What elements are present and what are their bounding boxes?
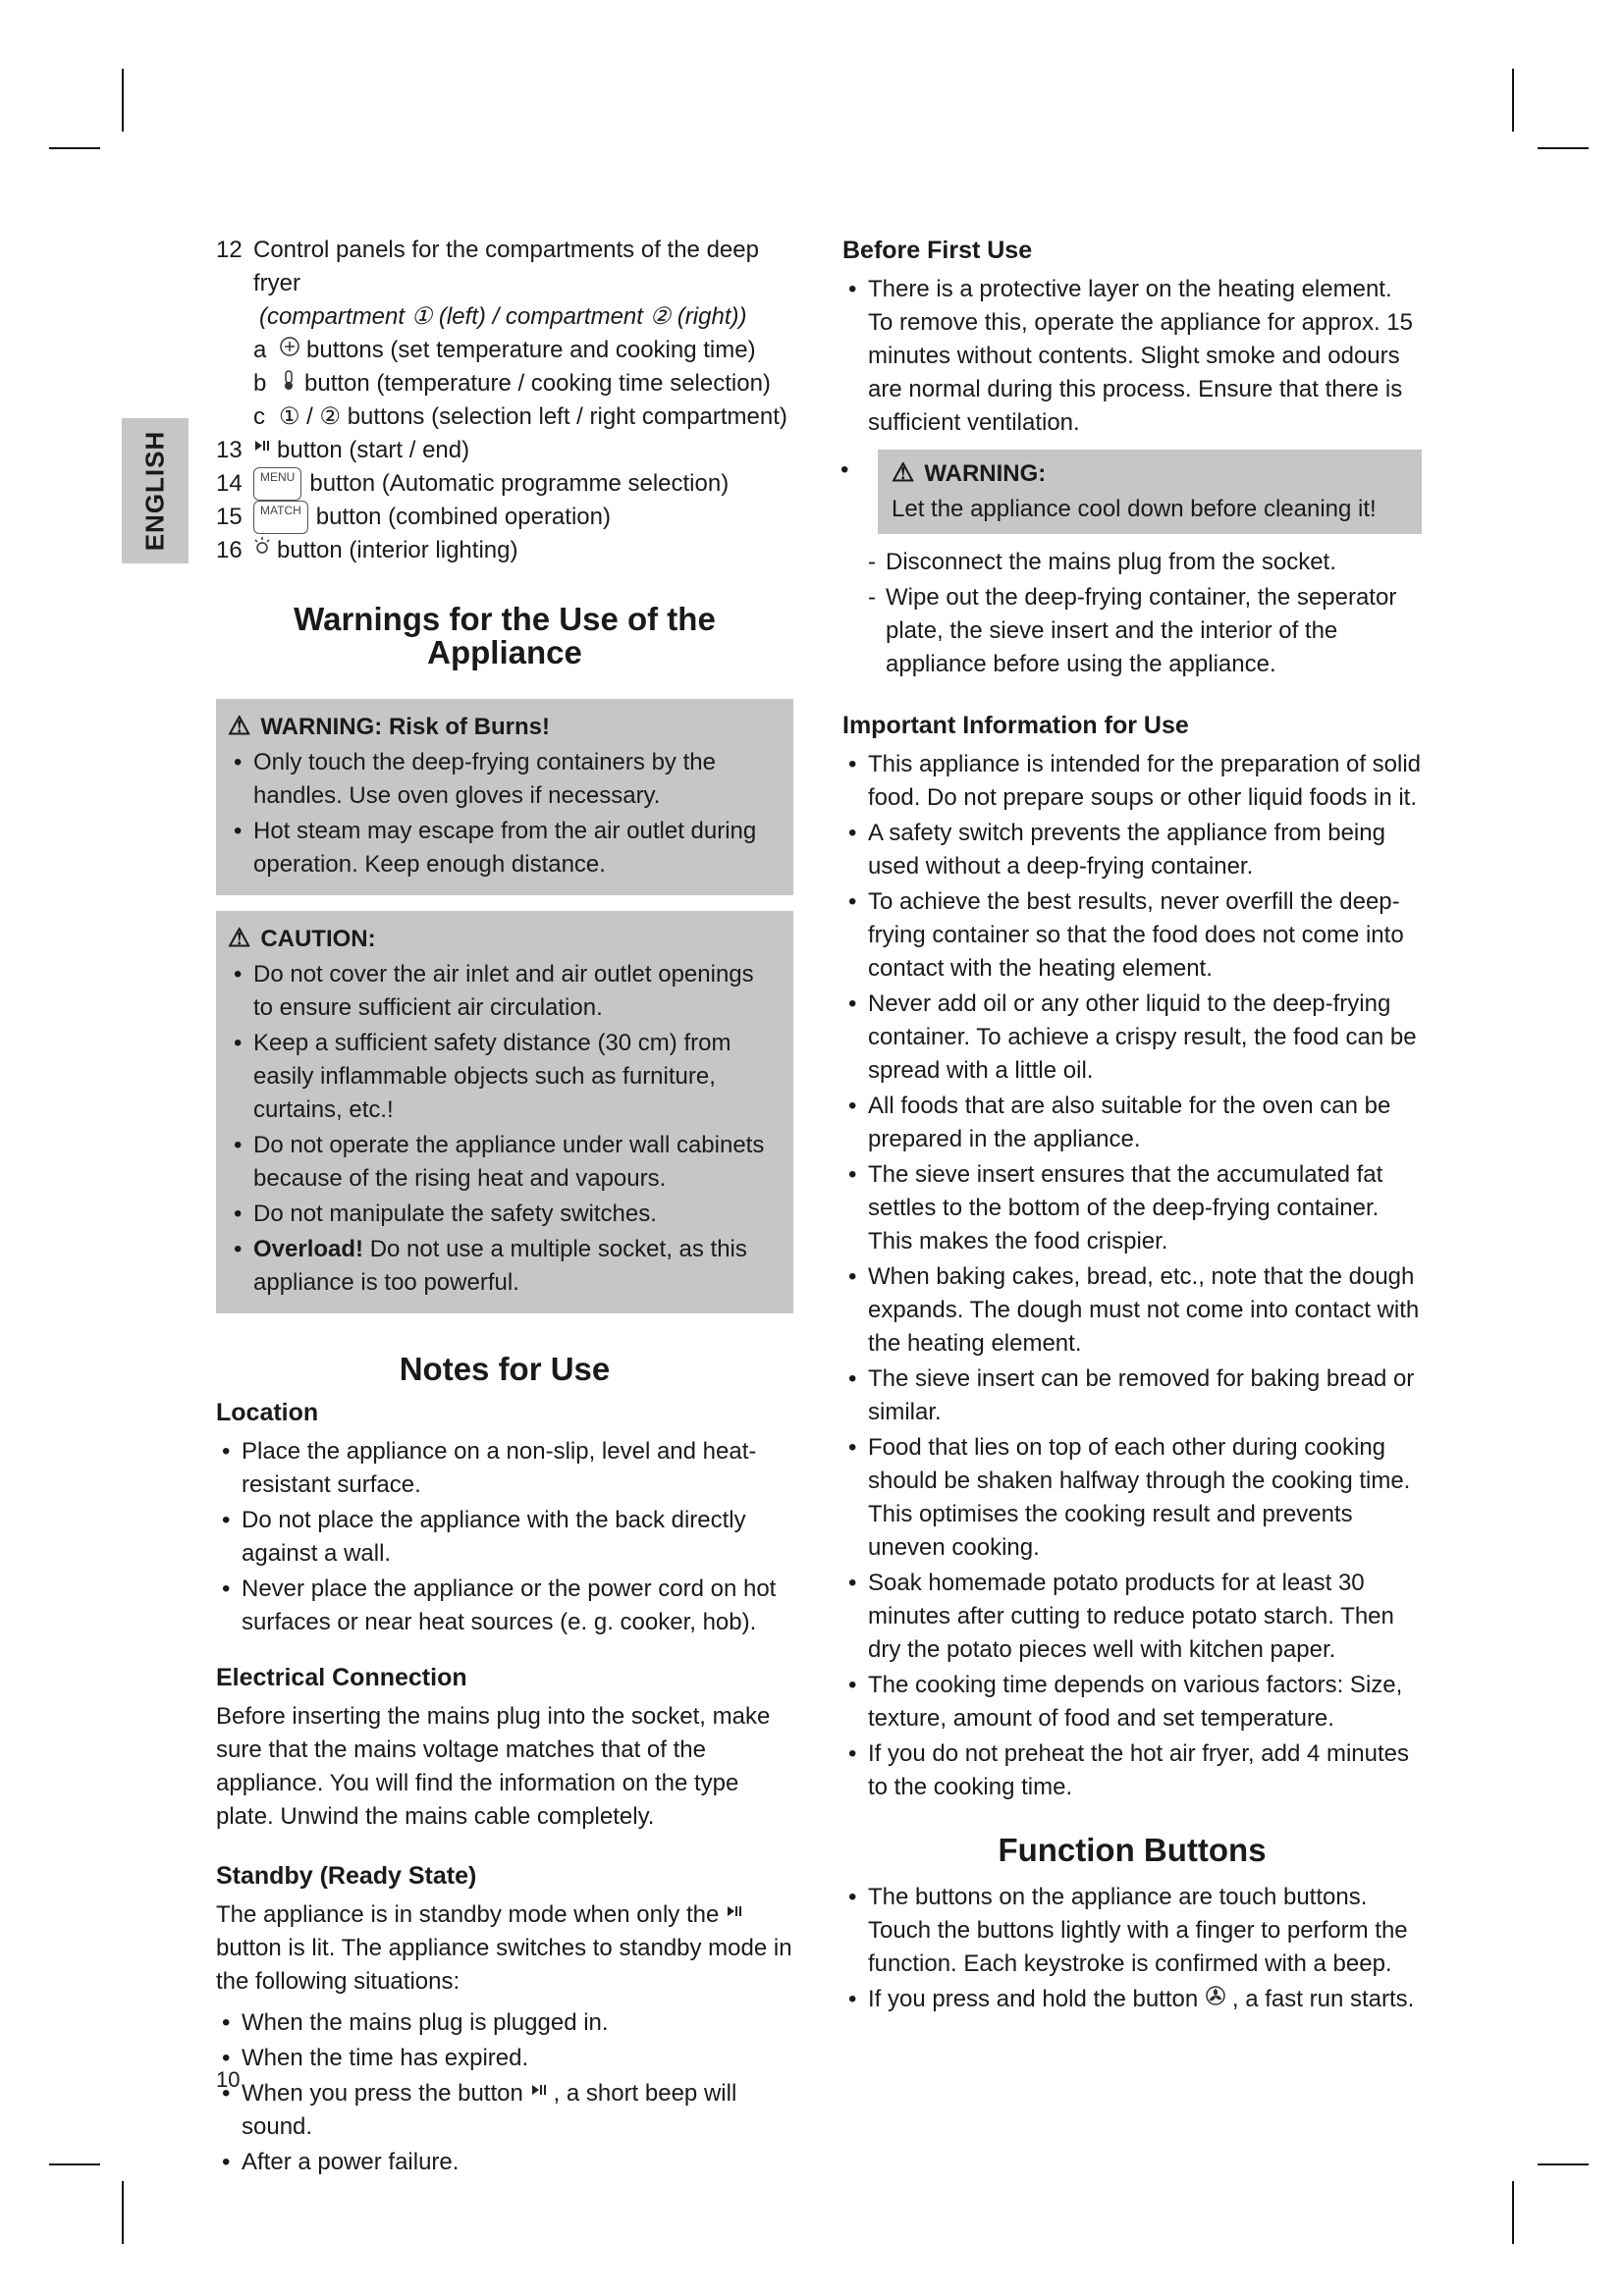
standby-text <box>216 1898 793 1999</box>
standby-text-before: The appliance is in standby mode when only the <box>216 1901 720 1928</box>
cleaning-warning-text: Let the appliance cool down before cleaning it! <box>892 496 1377 522</box>
fan-icon <box>1205 1983 1226 2016</box>
item-number: 15 <box>216 504 243 530</box>
electrical-text: Before inserting the mains plug into the socket, make sure that the mains voltage matches that of the appliance. You will find the information on the type plate. Unwind the mains cable completely. <box>216 1703 771 1830</box>
warning-triangle-icon: ⚠ <box>228 711 251 740</box>
important-item: • The cooking time depends on various factors: Size, texture, amount of food and set temperature. <box>842 1669 1422 1735</box>
subitem-letter: b <box>253 370 267 397</box>
function-item: • The buttons on the appliance are touch buttons. Touch the buttons lightly with a finger to perform the function. Each keystroke is confirmed with a beep. <box>842 1881 1422 1981</box>
parts-subitem-a <box>216 334 793 367</box>
item-text: button (start / end) <box>277 437 470 463</box>
location-item: • Place the appliance on a non-slip, level and heat-resistant surface. <box>216 1435 793 1502</box>
before-first-use-item: • There is a protective layer on the heating element. To remove this, operate the appliance for approx. 15 minutes without contents. Slight smoke and odours are normal during this process. Ensure that there is sufficient ventilation. <box>842 273 1422 440</box>
warning-item: • Only touch the deep-frying containers by the handles. Use oven gloves if necessary. <box>228 746 780 813</box>
parts-subitem-c <box>216 400 793 434</box>
warning-heading-text: WARNING: Risk of Burns! <box>260 714 550 740</box>
standby-heading: Standby (Ready State) <box>216 1862 477 1890</box>
warnings-title: Warnings for the Use of the Appliance <box>294 601 716 670</box>
standby-text-after: button is lit. The appliance switches to standby mode in the following situations: <box>216 1935 792 1995</box>
important-item: • If you do not preheat the hot air fryer, add 4 minutes to the cooking time. <box>842 1737 1422 1804</box>
item-number: 16 <box>216 537 243 563</box>
location-item: • Never place the appliance or the power cord on hot surfaces or near heat sources (e. g. cooker, hob). <box>216 1573 793 1639</box>
warning-box <box>216 699 793 895</box>
parts-item-14 <box>216 467 793 501</box>
fast-text-before: If you press and hold the button <box>868 1986 1199 2012</box>
caution-box <box>216 911 793 1313</box>
start-end-icon <box>726 1898 743 1932</box>
left-column <box>216 234 793 2181</box>
crop-mark <box>122 69 124 132</box>
subitem-text: buttons (set temperature and cooking time) <box>306 337 756 363</box>
standby-item: • When the mains plug is plugged in. <box>216 2006 793 2040</box>
preparation-step: - Wipe out the deep-frying container, the seperator plate, the sieve insert and the interior of the appliance before using the appliance. <box>860 581 1422 681</box>
important-item: • Soak homemade potato products for at least 30 minutes after cutting to reduce potato starch. Then dry the potato pieces well with kitchen paper. <box>842 1567 1422 1667</box>
crop-mark <box>1538 147 1589 149</box>
light-bulb-icon <box>253 534 271 567</box>
overload-text: Do not use a multiple socket, as this appliance is too powerful. <box>253 1236 747 1296</box>
parts-item-13 <box>216 434 793 467</box>
important-item: • A safety switch prevents the appliance from being used without a deep-frying container. <box>842 817 1422 883</box>
item-text: button (Automatic programme selection) <box>309 470 730 497</box>
caution-heading-text: CAUTION: <box>260 926 376 952</box>
crop-mark <box>1512 69 1514 132</box>
bullet: • <box>840 456 849 483</box>
match-button-icon: MATCH <box>253 501 308 534</box>
temperature-time-icon <box>279 367 298 400</box>
parts-item-16 <box>216 534 793 567</box>
start-end-icon <box>253 434 271 467</box>
cleaning-warning <box>842 450 1422 534</box>
warning-heading <box>228 709 780 744</box>
language-label: ENGLISH <box>139 430 170 552</box>
parts-item-12 <box>216 234 793 300</box>
warning-triangle-icon: ⚠ <box>892 457 915 487</box>
subitem-letter: a <box>253 337 267 363</box>
important-info-heading: Important Information for Use <box>842 712 1189 739</box>
overload-label: Overload! <box>253 1236 364 1262</box>
crop-mark <box>1538 2163 1589 2165</box>
location-heading: Location <box>216 1399 319 1426</box>
caution-item: • Do not manipulate the safety switches. <box>228 1198 780 1231</box>
function-item-fast-run <box>842 1983 1422 2016</box>
item-number: 13 <box>216 437 243 463</box>
item-text: button (combined operation) <box>315 504 611 530</box>
important-item: • The sieve insert can be removed for baking bread or similar. <box>842 1362 1422 1429</box>
item-number: 12 <box>216 237 243 263</box>
fast-text-after: , a fast run starts. <box>1231 1986 1415 2012</box>
caution-item: • Keep a sufficient safety distance (30 cm) from easily inflammable objects such as furniture, curtains, etc.! <box>228 1027 780 1127</box>
location-item: • Do not place the appliance with the back directly against a wall. <box>216 1504 793 1571</box>
important-item: • This appliance is intended for the preparation of solid food. Do not prepare soups or other liquid foods in it. <box>842 748 1422 815</box>
caution-item: • Do not operate the appliance under wall cabinets because of the rising heat and vapours. <box>228 1129 780 1196</box>
standby-item: • After a power failure. <box>216 2146 793 2179</box>
plus-minus-icon <box>279 334 300 367</box>
cleaning-warning-box <box>878 450 1422 534</box>
item-text: Control panels for the compartments of the deep fryer <box>253 237 759 296</box>
before-first-use-heading: Before First Use <box>842 237 1033 264</box>
press-text-before: When you press the button <box>242 2080 523 2107</box>
caution-item-overload <box>228 1233 780 1300</box>
caution-triangle-icon: ⚠ <box>228 923 251 952</box>
function-buttons-title: Function Buttons <box>998 1832 1267 1868</box>
caution-item: • Do not cover the air inlet and air outlet openings to ensure sufficient air circulation. <box>228 958 780 1025</box>
important-item: • To achieve the best results, never overfill the deep-frying container so that the food does not come into contact with the heating element. <box>842 885 1422 986</box>
crop-mark <box>1512 2181 1514 2244</box>
caution-heading <box>228 921 780 956</box>
subitem-letter: c <box>253 403 265 430</box>
important-item: • Never add oil or any other liquid to the deep-frying container. To achieve a crispy result, the food can be spread with a little oil. <box>842 988 1422 1088</box>
subitem-text: button (temperature / cooking time selection) <box>304 370 771 397</box>
notes-title: Notes for Use <box>399 1351 611 1387</box>
start-end-icon <box>530 2077 548 2110</box>
crop-mark <box>49 147 100 149</box>
language-tab <box>122 418 189 563</box>
item-number: 14 <box>216 470 243 497</box>
preparation-step: - Disconnect the mains plug from the socket. <box>860 546 1422 579</box>
subitem-text: ① / ② buttons (selection left / right compartment) <box>279 403 787 430</box>
cleaning-warning-heading <box>892 455 1408 491</box>
standby-item-press <box>216 2077 793 2144</box>
cleaning-warning-heading-text: WARNING: <box>924 460 1047 487</box>
important-item: • All foods that are also suitable for the oven can be prepared in the appliance. <box>842 1090 1422 1156</box>
page-number: 10 <box>216 2067 241 2092</box>
standby-item: • When the time has expired. <box>216 2042 793 2075</box>
compartment-note: (compartment ① (left) / compartment ② (right)) <box>259 303 747 330</box>
parts-subitem-b <box>216 367 793 400</box>
menu-button-icon: MENU <box>253 467 301 501</box>
warning-item: • Hot steam may escape from the air outlet during operation. Keep enough distance. <box>228 815 780 881</box>
parts-item-15 <box>216 501 793 534</box>
important-item: • The sieve insert ensures that the accumulated fat settles to the bottom of the deep-frying container. This makes the food crispier. <box>842 1158 1422 1258</box>
item-text: button (interior lighting) <box>277 537 518 563</box>
press-text-after: , a short beep will sound. <box>242 2080 737 2140</box>
important-item: • When baking cakes, bread, etc., note that the dough expands. The dough must not come into contact with the heating element. <box>842 1260 1422 1361</box>
crop-mark <box>122 2181 124 2244</box>
electrical-heading: Electrical Connection <box>216 1664 467 1691</box>
crop-mark <box>49 2163 100 2165</box>
important-item: • Food that lies on top of each other during cooking should be shaken halfway through the cooking time. This optimises the cooking result and prevents uneven cooking. <box>842 1431 1422 1565</box>
right-column <box>842 234 1422 2018</box>
